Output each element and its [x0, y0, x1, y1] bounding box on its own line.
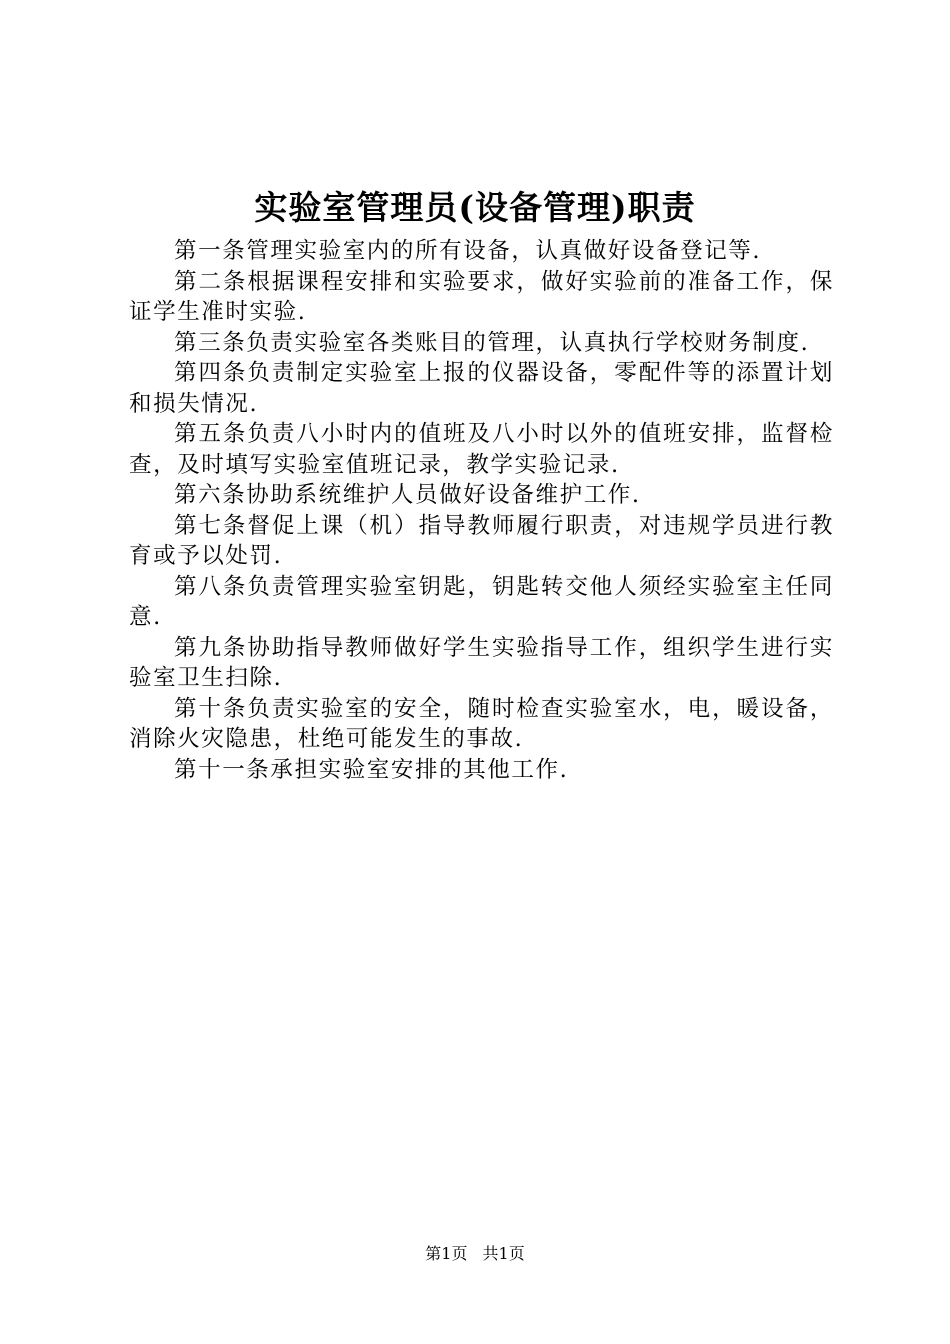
- article-11: 第十一条承担实验室安排的其他工作.: [174, 756, 569, 783]
- article-2: 第二条根据课程安排和实验要求，做好实验前的准备工作，保证学生准时实验.: [129, 268, 834, 325]
- article-5: 第五条负责八小时内的值班及八小时以外的值班安排，监督检查，及时填写实验室值班记录，教学实验记录.: [129, 421, 834, 478]
- article-6: 第六条协助系统维护人员做好设备维护工作.: [174, 482, 641, 508]
- article-1: 第一条管理实验室内的所有设备，认真做好设备登记等.: [174, 238, 762, 264]
- article-8: 第八条负责管理实验室钥匙，钥匙转交他人须经实验室主任同意.: [129, 573, 834, 630]
- article-10: 第十条负责实验室的安全，随时检查实验室水，电，暖设备，消除火灾隐患，杜绝可能发生的事故.: [129, 695, 834, 752]
- page-footer: [0, 1243, 950, 1265]
- article-9: 第九条协助指导教师做好学生实验指导工作，组织学生进行实验室卫生扫除.: [129, 634, 834, 691]
- article-7: 第七条督促上课（机）指导教师履行职责，对违规学员进行教育或予以处罚.: [129, 512, 834, 569]
- document-title: 实验室管理员(设备管理)职责: [254, 188, 696, 227]
- page-total: 共1页: [482, 1244, 525, 1263]
- document-body: [129, 236, 834, 785]
- page-number: 第1页: [425, 1244, 468, 1263]
- article-4: 第四条负责制定实验室上报的仪器设备，零配件等的添置计划和损失情况.: [129, 360, 834, 417]
- article-3: 第三条负责实验室各类账目的管理，认真执行学校财务制度.: [174, 329, 810, 356]
